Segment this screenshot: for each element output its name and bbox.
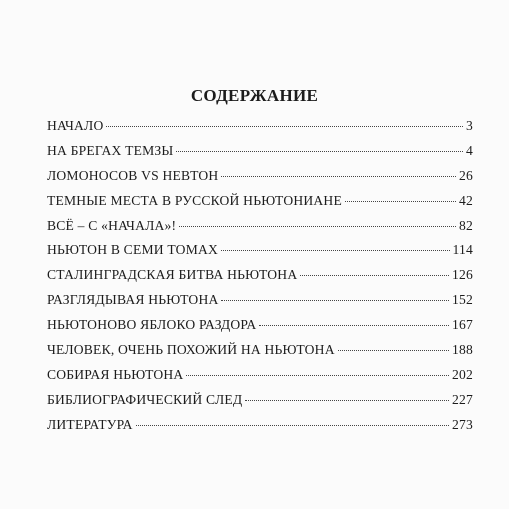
toc-entry-title: СОБИРАЯ НЬЮТОНА [47,366,184,382]
toc-entry-page: 114 [452,242,473,258]
dot-leader [245,400,449,401]
toc-entry [47,317,473,342]
toc-entry-page: 273 [452,416,473,432]
toc-entry [47,392,473,417]
dot-leader [259,325,449,326]
dot-leader [106,126,463,127]
toc-entry-title: НЬЮТОН В СЕМИ ТОМАХ [47,242,219,258]
dot-leader [338,350,449,351]
toc-entry-page: 152 [452,292,473,308]
toc-entry-title: РАЗГЛЯДЫВАЯ НЬЮТОНА [47,292,219,308]
toc-entry [47,417,473,442]
toc-entry [47,218,473,243]
toc-entry-page: 188 [452,342,473,358]
toc-entry-page: 202 [452,366,473,382]
toc-entry-page: 126 [452,267,473,283]
dot-leader [221,250,449,251]
toc-entry [47,267,473,292]
dot-leader [300,275,449,276]
toc-entry-title: НА БРЕГАХ ТЕМЗЫ [47,142,174,158]
toc-entry-page: 3 [466,118,473,133]
dot-leader [345,201,456,202]
dot-leader [221,300,449,301]
toc-entry-page: 227 [452,391,473,407]
toc-entry [47,193,473,218]
toc-entry-title: ЛИТЕРАТУРА [47,416,133,432]
toc-entry [47,143,473,168]
toc-entry [47,118,473,143]
dot-leader [186,375,449,376]
toc-entry-title: СТАЛИНГРАДСКАЯ БИТВА НЬЮТОНА [47,267,298,283]
toc-entry-title: НЬЮТОНОВО ЯБЛОКО РАЗДОРА [47,317,257,333]
toc-entry [47,292,473,317]
dot-leader [136,425,449,426]
dot-leader [176,151,463,152]
toc-entry-title: ТЕМНЫЕ МЕСТА В РУССКОЙ НЬЮТОНИАНЕ [47,192,342,208]
toc-entry-title: БИБЛИОГРАФИЧЕСКИЙ СЛЕД [47,391,243,407]
toc-entry-page: 26 [459,167,473,183]
toc-entry-page: 167 [452,317,473,333]
toc-entry [47,342,473,367]
toc-entry-title: НАЧАЛО [47,118,104,133]
toc-heading: СОДЕРЖАНИЕ [190,86,319,105]
toc-entry [47,168,473,193]
toc-entry-title: ВСЁ – С «НАЧАЛА»! [47,217,177,233]
toc-entry-page: 82 [459,217,473,233]
toc-entry-page: 4 [466,142,473,158]
table-of-contents [47,118,473,442]
toc-entry-title: ЧЕЛОВЕК, ОЧЕНЬ ПОХОЖИЙ НА НЬЮТОНА [47,342,335,358]
toc-entry-title: ЛОМОНОСОВ VS НЕВТОН [47,167,219,183]
toc-entry-page: 42 [459,192,473,208]
toc-entry [47,242,473,267]
toc-entry [47,367,473,392]
dot-leader [179,226,456,227]
dot-leader [221,176,456,177]
